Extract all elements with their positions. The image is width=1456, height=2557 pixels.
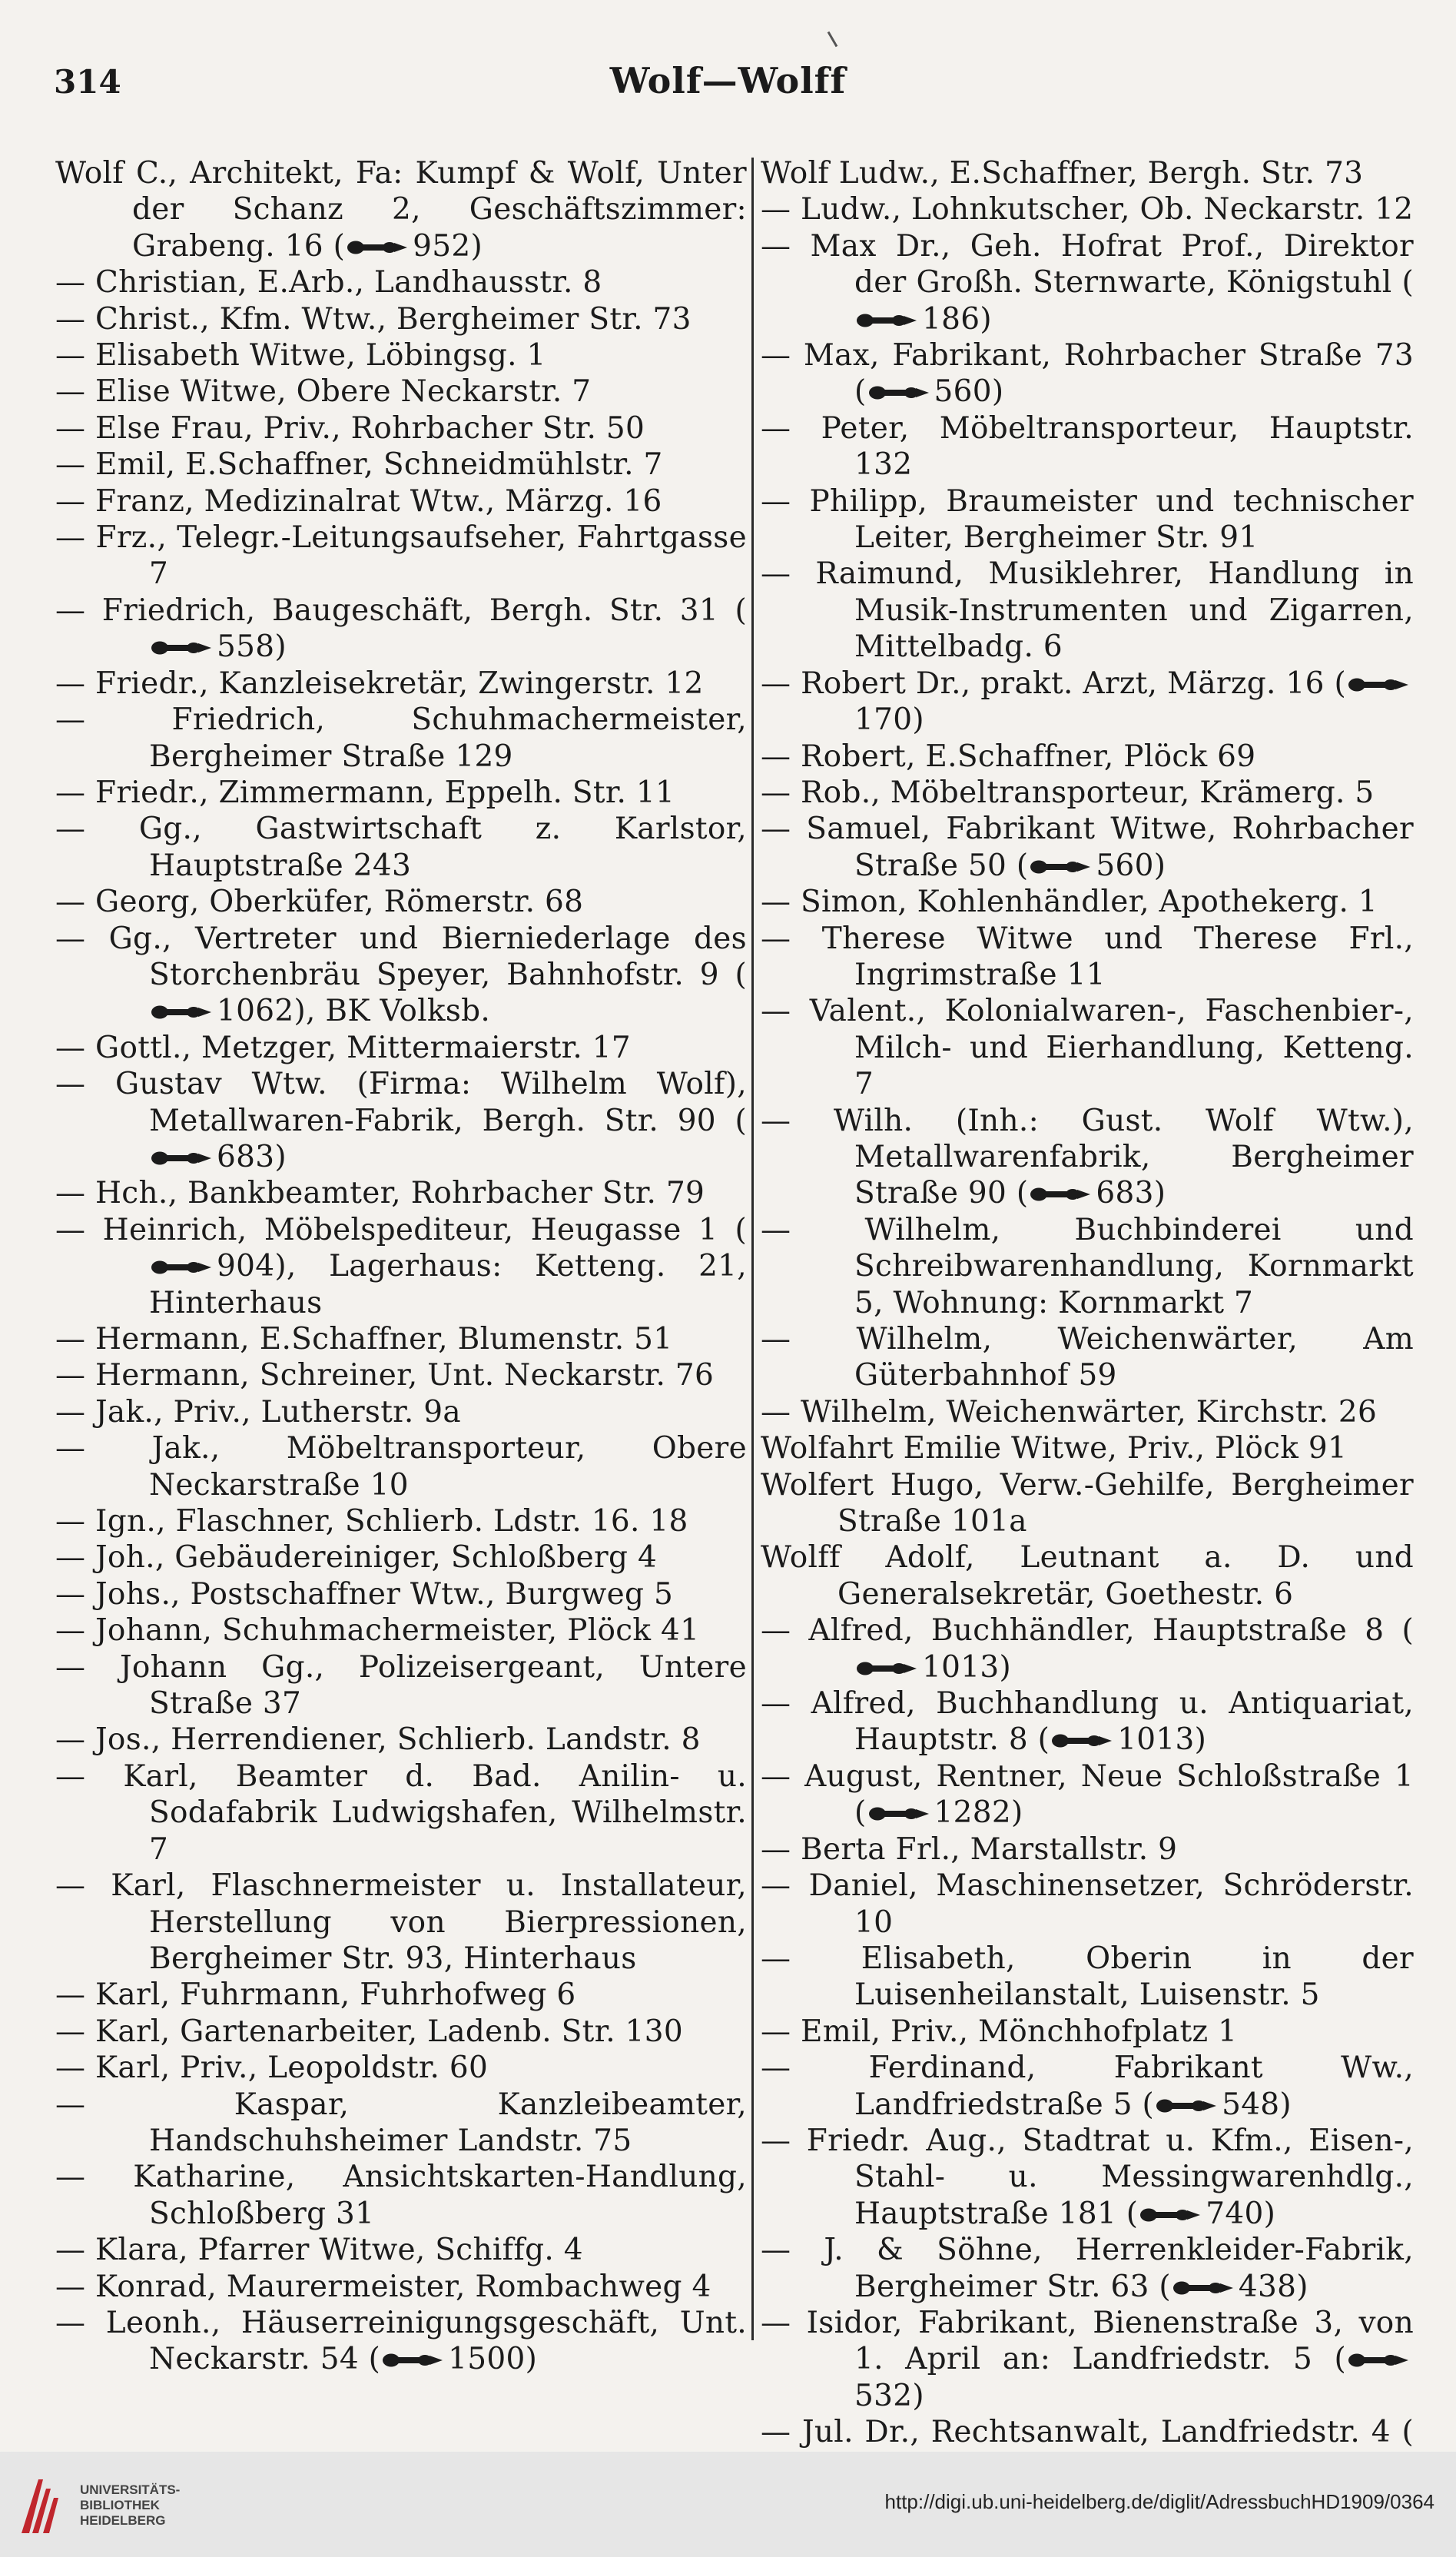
entry-text: — Raimund, Musiklehrer, Handlung in Musik-Instrumenten und Zigarren, Mittelbadg. 6 [761, 556, 1414, 665]
entry-text: — Jos., Herrendiener, Schlierb. Landstr. 8 [55, 1722, 701, 1758]
entry-text: — Gg., Vertreter und Bierniederlage des Storchenbräu Speyer, Bahnhofstr. 9 ( [55, 921, 747, 992]
entry-text: — Georg, Oberküfer, Römerstr. 68 [55, 885, 584, 920]
entry-text: — Max, Fabrikant, Rohrbacher Straße 73 ( [761, 338, 1414, 410]
directory-sub-entry [55, 1576, 747, 1612]
entry-text: — Ign., Flaschner, Schlierb. Ldstr. 16. 18 [55, 1504, 688, 1539]
entry-text: — Wilh. (Inh.: Gust. Wolf Wtw.), Metallwarenfabrik, Bergheimer Straße 90 ( [761, 1103, 1414, 1211]
entry-text: — Christ., Kfm. Wtw., Bergheimer Str. 73 [55, 301, 692, 337]
directory-sub-entry [761, 1831, 1414, 1868]
entry-text: — Elisabeth, Oberin in der Luisenheilanstalt, Luisenstr. 5 [761, 1941, 1414, 2013]
entry-text: — Friedrich, Baugeschäft, Bergh. Str. 31 ( [55, 593, 747, 628]
directory-sub-entry [761, 775, 1414, 811]
entry-text: Wolf C., Architekt, Fa: Kumpf & Wolf, Unter der Schanz 2, Geschäftszimmer: Grabeng. 16 ( [55, 156, 747, 264]
entry-text: — Konrad, Maurermeister, Rombachweg 4 [55, 2269, 711, 2304]
entry-text: — Johann Gg., Polizeisergeant, Untere Straße 37 [55, 1649, 747, 1722]
directory-sub-entry [55, 775, 747, 811]
entry-text: — Friedr., Kanzleisekretär, Zwingerstr. 12 [55, 666, 704, 701]
directory-sub-entry [55, 666, 747, 702]
library-name [80, 2482, 180, 2529]
directory-sub-entry [55, 374, 747, 410]
directory-sub-entry [55, 2269, 747, 2305]
directory-sub-entry [55, 921, 747, 1030]
telephone-icon [382, 2353, 443, 2367]
directory-main-entry [761, 1539, 1414, 1612]
directory-sub-entry [55, 301, 747, 337]
directory-sub-entry [761, 2050, 1414, 2123]
telephone-icon [1139, 2208, 1201, 2222]
entry-text: — Friedr. Aug., Stadtrat u. Kfm., Eisen-, Stahl- u. Messingwarenhdlg., Hauptstraße 181 ( [761, 2123, 1414, 2231]
entry-text: — Robert, E.Schaffner, Plöck 69 [761, 739, 1256, 774]
directory-sub-entry [761, 556, 1414, 665]
directory-sub-entry [55, 1503, 747, 1539]
entry-text: — Elise Witwe, Obere Neckarstr. 7 [55, 374, 592, 410]
directory-sub-entry [761, 2123, 1414, 2232]
entry-text: 952) [413, 228, 483, 264]
library-logo-icon [15, 2472, 69, 2538]
telephone-icon [868, 1807, 930, 1821]
entry-text: — Daniel, Maschinensetzer, Schröderstr. 10 [761, 1868, 1414, 1940]
directory-sub-entry [55, 2232, 747, 2268]
directory-sub-entry [55, 2014, 747, 2050]
directory-sub-entry [55, 1612, 747, 1649]
entry-text: — Rob., Möbeltransporteur, Krämerg. 5 [761, 775, 1375, 810]
entry-text: — Alfred, Buchhandlung u. Antiquariat, Hauptstr. 8 ( [761, 1686, 1414, 1758]
telephone-icon [1030, 860, 1091, 874]
entry-text: — Wilhelm, Weichenwärter, Kirchstr. 26 [761, 1394, 1378, 1430]
directory-sub-entry [761, 337, 1414, 410]
entry-text: — Katharine, Ansichtskarten-Handlung, Schloßberg 31 [55, 2160, 747, 2231]
entry-text: — Max Dr., Geh. Hofrat Prof., Direktor der Großh. Sternwarte, Königstuhl ( [761, 228, 1414, 301]
page-title: Wolf—Wolff [609, 60, 847, 101]
directory-sub-entry [55, 1722, 747, 1758]
directory-main-entry [761, 1467, 1414, 1540]
directory-sub-entry [761, 1941, 1414, 2014]
entry-text: — Hch., Bankbeamter, Rohrbacher Str. 79 [55, 1176, 705, 1211]
directory-sub-entry [55, 1066, 747, 1175]
directory-sub-entry [55, 1212, 747, 1321]
directory-sub-entry [761, 1212, 1414, 1321]
right-column [761, 155, 1414, 2450]
entry-text: — Gottl., Metzger, Mittermaierstr. 17 [55, 1030, 631, 1065]
directory-sub-entry [761, 2014, 1414, 2050]
entry-text: — Ludw., Lohnkutscher, Ob. Neckarstr. 12 [761, 192, 1414, 227]
telephone-icon [347, 241, 408, 254]
telephone-icon [856, 1662, 917, 1675]
entry-text: — Samuel, Fabrikant Witwe, Rohrbacher Straße 50 ( [761, 812, 1414, 883]
entry-text: — Franz, Medizinalrat Wtw., Märzg. 16 [55, 483, 662, 519]
entry-text: — August, Rentner, Neue Schloßstraße 1 ( [761, 1758, 1414, 1831]
directory-sub-entry [761, 739, 1414, 775]
directory-sub-entry [761, 1612, 1414, 1685]
telephone-icon [1172, 2281, 1234, 2295]
library-name-line: UNIVERSITÄTS- [80, 2482, 181, 2497]
telephone-icon [856, 314, 917, 327]
entry-text: — Karl, Fuhrmann, Fuhrhofweg 6 [55, 1978, 576, 2013]
left-column [55, 155, 747, 2377]
entry-text: 532) [854, 2378, 924, 2413]
entry-text: — Jul. Dr., Rechtsanwalt, Landfriedstr. 4 ( [761, 2415, 1414, 2450]
telephone-icon [151, 1005, 212, 1019]
telephone-icon [151, 641, 212, 655]
telephone-icon [151, 1151, 212, 1165]
entry-text: 170) [854, 702, 924, 738]
entry-text: — Emil, Priv., Mönchhofplatz 1 [761, 2014, 1238, 2049]
directory-sub-entry [55, 2087, 747, 2160]
entry-text: — Klara, Pfarrer Witwe, Schiffg. 4 [55, 2233, 583, 2268]
entry-text: — Elisabeth Witwe, Löbingsg. 1 [55, 338, 546, 374]
telephone-icon [1156, 2099, 1217, 2113]
telephone-icon [1348, 2353, 1409, 2367]
directory-sub-entry [55, 520, 747, 593]
directory-sub-entry [55, 2159, 747, 2232]
entry-text: 548) [1222, 2087, 1292, 2122]
directory-sub-entry [761, 993, 1414, 1102]
directory-sub-entry [761, 921, 1414, 994]
entry-text: — Else Frau, Priv., Rohrbacher Str. 50 [55, 410, 645, 446]
entry-text: 438) [1238, 2269, 1308, 2304]
entry-text: — Heinrich, Möbelspediteur, Heugasse 1 ( [55, 1212, 747, 1247]
entry-text: — J. & Söhne, Herrenkleider-Fabrik, Bergheimer Str. 63 ( [761, 2233, 1414, 2304]
directory-sub-entry [761, 884, 1414, 920]
directory-sub-entry [761, 1685, 1414, 1758]
entry-text: 560) [934, 374, 1004, 410]
entry-text: 740) [1206, 2196, 1276, 2231]
directory-sub-entry [55, 1030, 747, 1066]
entry-text: Wolfert Hugo, Verw.-Gehilfe, Bergheimer Straße 101a [761, 1467, 1414, 1539]
directory-sub-entry [55, 811, 747, 884]
entry-text: — Emil, E.Schaffner, Schneidmühlstr. 7 [55, 447, 663, 483]
entry-text: — Philipp, Braumeister und technischer Leiter, Bergheimer Str. 91 [761, 483, 1414, 556]
entry-text: — Jak., Möbeltransporteur, Obere Neckarstraße 10 [55, 1431, 747, 1503]
directory-sub-entry [55, 447, 747, 483]
entry-text: Wolfahrt Emilie Witwe, Priv., Plöck 91 [761, 1431, 1348, 1466]
entry-text: — Robert Dr., prakt. Arzt, Märzg. 16 ( [761, 666, 1346, 701]
entry-text: — Therese Witwe und Therese Frl., Ingrimstraße 11 [761, 921, 1414, 992]
directory-sub-entry [761, 1103, 1414, 1212]
entry-text: 1500) [448, 2342, 538, 2377]
directory-sub-entry [55, 2305, 747, 2378]
directory-sub-entry [761, 228, 1414, 337]
entry-text: — Isidor, Fabrikant, Bienenstraße 3, von 1. April an: Landfriedstr. 5 ( [761, 2305, 1414, 2377]
library-name-line: BIBLIOTHEK [80, 2498, 160, 2512]
entry-text: — Frz., Telegr.-Leitungsaufseher, Fahrtgasse 7 [55, 520, 747, 592]
entry-text: — Jak., Priv., Lutherstr. 9a [55, 1394, 461, 1430]
entry-text: Wolff Adolf, Leutnant a. D. und Generalsekretär, Goethestr. 6 [761, 1540, 1414, 1612]
entry-text: — Karl, Priv., Leopoldstr. 60 [55, 2051, 489, 2086]
directory-sub-entry [55, 2050, 747, 2086]
entry-text: Wolf Ludw., E.Schaffner, Bergh. Str. 73 [761, 156, 1364, 191]
directory-sub-entry [761, 1868, 1414, 1941]
directory-sub-entry [761, 191, 1414, 227]
entry-text: — Berta Frl., Marstallstr. 9 [761, 1831, 1178, 1867]
entry-text: 1013) [922, 1649, 1011, 1685]
directory-sub-entry [55, 1357, 747, 1393]
directory-sub-entry [761, 1758, 1414, 1831]
directory-sub-entry [761, 1394, 1414, 1430]
directory-sub-entry [55, 1868, 747, 1977]
directory-sub-entry [761, 1321, 1414, 1394]
telephone-icon [151, 1260, 212, 1274]
directory-sub-entry [761, 2305, 1414, 2414]
directory-sub-entry [55, 264, 747, 301]
entry-text: 558) [217, 629, 287, 665]
entry-text: — Leonh., Häuserreinigungsgeschäft, Unt. Neckarstr. 54 ( [55, 2305, 747, 2377]
directory-sub-entry [55, 1394, 747, 1430]
directory-sub-entry [55, 1430, 747, 1503]
directory-sub-entry [55, 1539, 747, 1576]
directory-sub-entry [55, 337, 747, 374]
entry-text: — Gustav Wtw. (Firma: Wilhelm Wolf), Metallwaren-Fabrik, Bergh. Str. 90 ( [55, 1067, 747, 1138]
directory-sub-entry [55, 593, 747, 666]
directory-sub-entry [55, 1175, 747, 1211]
entry-text: 904), Lagerhaus: Ketteng. 21, Hinterhaus [149, 1249, 747, 1320]
entry-text: 1013) [1117, 1722, 1207, 1758]
directory-sub-entry [55, 1649, 747, 1722]
entry-text: — Simon, Kohlenhändler, Apothekerg. 1 [761, 885, 1378, 920]
directory-sub-entry [55, 483, 747, 520]
column-divider [751, 158, 754, 2340]
entry-text: — Peter, Möbeltransporteur, Hauptstr. 132 [761, 410, 1414, 483]
telephone-icon [1348, 678, 1409, 692]
source-url-link[interactable]: http://digi.ub.uni-heidelberg.de/diglit/AdressbuchHD1909/0364 [884, 2490, 1434, 2513]
entry-text: 186) [922, 301, 992, 337]
directory-sub-entry [761, 811, 1414, 884]
entry-text: — Wilhelm, Weichenwärter, Am Güterbahnhof 59 [761, 1322, 1414, 1393]
telephone-icon [1030, 1187, 1091, 1201]
entry-text: — Friedr., Zimmermann, Eppelh. Str. 11 [55, 775, 675, 810]
entry-text: — Hermann, E.Schaffner, Blumenstr. 51 [55, 1322, 673, 1357]
entry-text: — Gg., Gastwirtschaft z. Karlstor, Hauptstraße 243 [55, 812, 747, 883]
page-number: 314 [54, 63, 121, 101]
directory-sub-entry [761, 410, 1414, 483]
directory-sub-entry [55, 410, 747, 447]
telephone-icon [1051, 1734, 1113, 1748]
entry-text: — Ferdinand, Fabrikant Ww., Landfriedstraße 5 ( [761, 2051, 1414, 2122]
directory-sub-entry [761, 483, 1414, 556]
entry-text: — Karl, Flaschnermeister u. Installateur, Herstellung von Bierpressionen, Bergheimer Str. 93, Hinterhaus [55, 1868, 747, 1976]
directory-sub-entry [55, 702, 747, 775]
entry-text: 683) [1096, 1176, 1166, 1211]
entry-text: — Friedrich, Schuhmachermeister, Bergheimer Straße 129 [55, 702, 747, 774]
entry-text: — Valent., Kolonialwaren-, Faschenbier-, Milch- und Eierhandlung, Ketteng. 7 [761, 994, 1414, 1102]
entry-text: — Johann, Schuhmachermeister, Plöck 41 [55, 1613, 700, 1649]
entry-text: 560) [1096, 848, 1166, 883]
directory-sub-entry [55, 1977, 747, 2013]
directory-sub-entry [761, 2232, 1414, 2305]
entry-text: 683) [217, 1139, 287, 1174]
directory-sub-entry [55, 1758, 747, 1868]
directory-sub-entry [55, 1321, 747, 1357]
library-name-line: HEIDELBERG [80, 2513, 166, 2528]
entry-text: — Wilhelm, Buchbinderei und Schreibwarenhandlung, Kornmarkt 5, Wohnung: Kornmarkt 7 [761, 1212, 1414, 1320]
entry-text: — Karl, Beamter d. Bad. Anilin- u. Sodafabrik Ludwigshafen, Wilhelmstr. 7 [55, 1758, 747, 1867]
entry-text: — Joh., Gebäudereiniger, Schloßberg 4 [55, 1540, 658, 1576]
telephone-icon [868, 386, 930, 400]
footer-bar [0, 2452, 1456, 2557]
entry-text: 1282) [934, 1795, 1023, 1831]
entry-text: 1062), BK Volksb. [217, 994, 491, 1029]
entry-text: — Christian, E.Arb., Landhausstr. 8 [55, 265, 602, 301]
entry-text: — Johs., Postschaffner Wtw., Burgweg 5 [55, 1576, 674, 1612]
entry-text: — Hermann, Schreiner, Unt. Neckarstr. 76 [55, 1358, 715, 1393]
directory-main-entry [761, 1430, 1414, 1466]
directory-sub-entry [55, 884, 747, 920]
scan-mark [827, 32, 838, 48]
directory-main-entry [761, 155, 1414, 191]
entry-text: — Alfred, Buchhändler, Hauptstraße 8 ( [761, 1613, 1414, 1649]
directory-sub-entry [761, 666, 1414, 739]
entry-text: — Karl, Gartenarbeiter, Ladenb. Str. 130 [55, 2014, 683, 2049]
directory-main-entry [55, 155, 747, 264]
entry-text: — Kaspar, Kanzleibeamter, Handschuhsheimer Landstr. 75 [55, 2087, 747, 2158]
